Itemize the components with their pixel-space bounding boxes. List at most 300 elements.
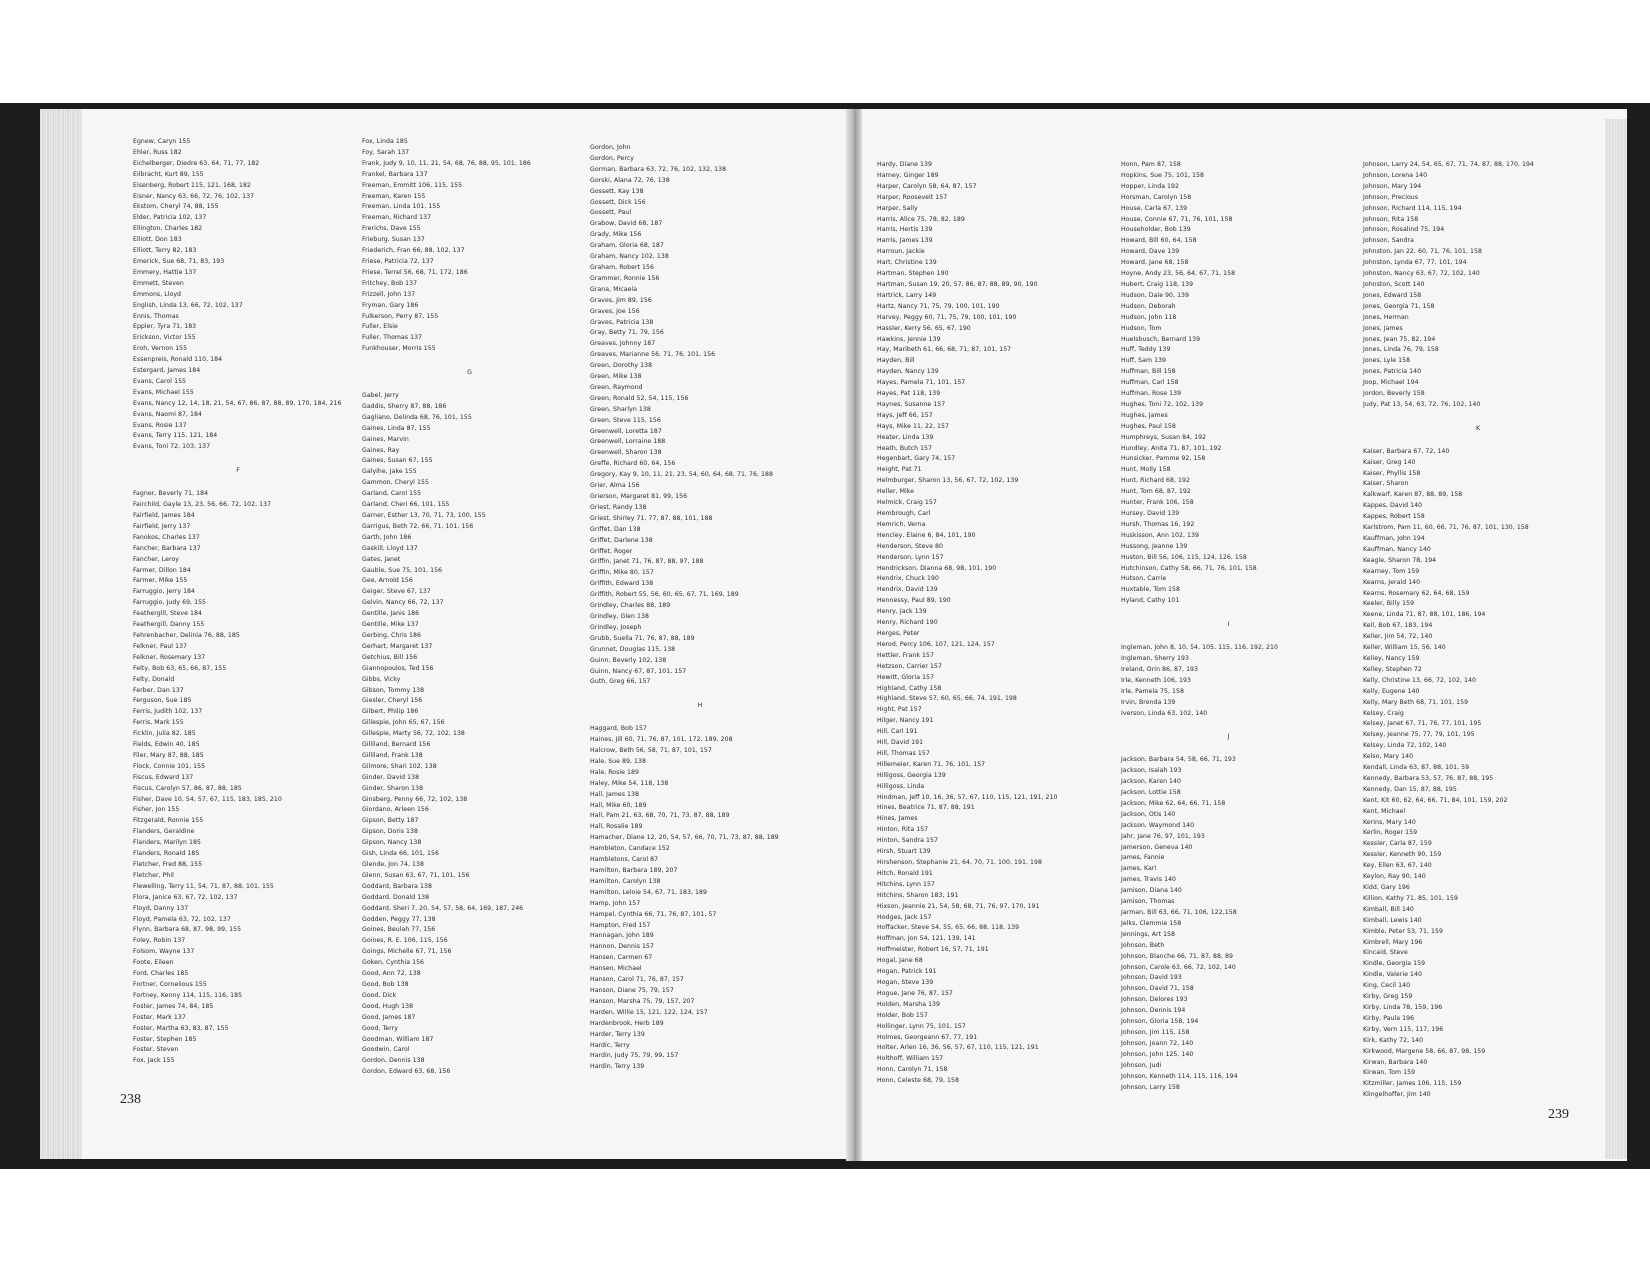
index-entry: Fitzgerald, Ronnie 155 bbox=[133, 817, 204, 825]
index-entry: Foley, Robin 137 bbox=[133, 937, 186, 945]
index-entry: Jackson, Barbara 54, 58, 66, 71, 193 bbox=[1121, 756, 1236, 764]
index-entry: Garland, Cheri 66, 101, 155 bbox=[362, 501, 450, 509]
index-entry: Hayes, Pamela 71, 101, 157 bbox=[877, 379, 966, 387]
index-entry: Hodges, Jack 157 bbox=[877, 913, 932, 921]
index-entry: Harper, Carolyn 58, 64, 87, 157 bbox=[877, 182, 977, 190]
index-entry: Filer, Mary 87, 88, 185 bbox=[133, 751, 204, 759]
index-entry: Hamp, John 157 bbox=[590, 899, 641, 907]
index-entry: Hughes, Toni 72, 102, 139 bbox=[1121, 400, 1204, 408]
index-entry: Keller, Jim 54, 72, 140 bbox=[1363, 633, 1433, 641]
index-entry: Kindle, Georgia 159 bbox=[1363, 960, 1426, 968]
index-entry: Iverson, Linda 63, 102, 140 bbox=[1121, 709, 1208, 717]
index-entry: Kent, Kit 60, 62, 64, 66, 71, 84, 101, 159, 202 bbox=[1363, 796, 1508, 804]
index-entry: Irle, Kenneth 106, 193 bbox=[1121, 676, 1192, 684]
index-entry: Johnson, Judi bbox=[1121, 1061, 1162, 1069]
index-entry: Judy, Pat 13, 54, 63, 72, 76, 102, 140 bbox=[1363, 400, 1481, 408]
index-entry: Kelly, Eugene 140 bbox=[1363, 687, 1420, 695]
index-entry: Humphreys, Susan 84, 192 bbox=[1121, 433, 1207, 441]
index-entry: Good, Bob 138 bbox=[362, 980, 409, 988]
index-entry: Henry, Jack 139 bbox=[877, 608, 927, 616]
index-entry: Ginsberg, Penny 66, 72, 102, 138 bbox=[362, 795, 468, 803]
index-entry: Hays, Jeff 66, 157 bbox=[877, 411, 933, 419]
index-entry: Funkhouser, Morris 155 bbox=[362, 345, 436, 353]
index-entry: Hill, Thomas 157 bbox=[877, 749, 930, 757]
index-entry: Hambletons, Carol 87 bbox=[590, 856, 659, 864]
index-entry: Fagner, Beverly 71, 184 bbox=[133, 490, 209, 498]
index-entry: Johnson, Lorena 140 bbox=[1363, 171, 1428, 179]
index-entry: Hall, Rosalie 189 bbox=[590, 823, 643, 831]
index-entry: Kaiser, Phyllis 158 bbox=[1363, 469, 1421, 477]
index-entry: Hamacher, Diane 12, 20, 54, 57, 66, 70, 71, 73, 87, 88, 189 bbox=[590, 834, 779, 842]
index-entry: Huston, Bill 56, 106, 115, 124, 126, 158 bbox=[1121, 553, 1247, 561]
index-entry: Kirby, Paula 196 bbox=[1363, 1014, 1415, 1022]
section-letter: K bbox=[1475, 424, 1481, 432]
index-entry: Joop, Michael 194 bbox=[1363, 379, 1419, 387]
index-entry: Huelsbusch, Bernard 139 bbox=[1121, 335, 1201, 343]
index-entry: Frank, Judy 9, 10, 11, 21, 54, 68, 76, 88, 95, 101, 186 bbox=[362, 159, 531, 167]
index-entry: Hogue, Jane 76, 87, 157 bbox=[877, 989, 953, 997]
index-entry: Johnston, Nancy 63, 67, 72, 102, 140 bbox=[1363, 270, 1480, 278]
index-entry: Johnson, Dennis 194 bbox=[1121, 1007, 1186, 1015]
index-entry: Goodman, William 187 bbox=[362, 1035, 434, 1043]
index-entry: Harder, Terry 139 bbox=[590, 1030, 645, 1038]
index-entry: Hendrix, Chuck 190 bbox=[877, 575, 939, 583]
index-entry: Hamilton, Barbara 189, 207 bbox=[590, 867, 678, 874]
index-entry: Hogan, Patrick 191 bbox=[877, 968, 937, 976]
index-entry: Flynn, Barbara 68, 87, 98, 99, 155 bbox=[133, 926, 242, 934]
index-entry: Frieburg, Susan 137 bbox=[362, 236, 425, 244]
index-entry: Hopper, Linda 192 bbox=[1121, 182, 1180, 190]
index-entry: Farruggio, Jerry 184 bbox=[133, 588, 196, 596]
index-entry: Green, Raymond bbox=[590, 383, 643, 391]
section-letter: H bbox=[697, 702, 703, 710]
index-entry: Hunter, Frank 106, 158 bbox=[1121, 499, 1194, 507]
index-entry: Kirkwood, Margene 58, 66, 87, 98, 159 bbox=[1363, 1047, 1486, 1055]
index-entry: Gish, Linda 66, 101, 156 bbox=[362, 850, 439, 858]
index-entry: Griffet, Dan 138 bbox=[590, 525, 641, 533]
index-entry: Fanokos, Charles 137 bbox=[133, 533, 200, 541]
index-entry: Jennings, Art 158 bbox=[1121, 930, 1176, 938]
index-entry: Hartman, Stephen 190 bbox=[877, 270, 949, 278]
index-entry: Fuller, Elsie bbox=[362, 323, 398, 331]
index-entry: Henderson, Lynn 157 bbox=[877, 553, 944, 561]
index-entry: Gilbert, Philip 186 bbox=[362, 708, 419, 716]
index-entry: Giannopoulos, Ted 156 bbox=[362, 664, 434, 672]
index-entry: Kirby, Linda 78, 159, 196 bbox=[1363, 1003, 1443, 1011]
index-entry: Gipson, Betty 187 bbox=[362, 817, 419, 825]
index-entry: Garner, Esther 13, 70, 71, 73, 100, 155 bbox=[362, 512, 486, 519]
index-entry: Grindley, Glen 138 bbox=[590, 612, 649, 620]
index-entry: Fortney, Kenny 114, 115, 116, 185 bbox=[133, 991, 243, 999]
index-entry: Griffin, Janet 71, 76, 87, 88, 97, 188 bbox=[590, 558, 704, 566]
index-entry: Hay, Maribeth 61, 66, 68, 71, 87, 101, 157 bbox=[877, 346, 1012, 354]
index-entry: Hundley, Anita 71, 87, 101, 192 bbox=[1121, 444, 1222, 452]
book-gutter bbox=[846, 109, 862, 1161]
index-column-6 bbox=[1363, 160, 1593, 1101]
index-entry: Grubb, Suella 71, 76, 87, 88, 189 bbox=[590, 634, 695, 642]
index-entry: Gordon, Percy bbox=[590, 154, 635, 162]
index-entry: English, Linda 13, 66, 72, 102, 137 bbox=[133, 301, 243, 309]
index-entry: Henry, Richard 190 bbox=[877, 619, 938, 627]
page-number-right: 239 bbox=[1548, 1107, 1569, 1122]
index-entry: Jackson, Waymond 140 bbox=[1121, 821, 1195, 829]
index-entry: Getchius, Bill 156 bbox=[362, 653, 418, 661]
index-entry: Kimbrell, Mary 196 bbox=[1363, 938, 1423, 946]
index-entry: Jones, Linda 76, 79, 158 bbox=[1363, 346, 1439, 354]
index-entry: Ennis, Thomas bbox=[133, 312, 179, 320]
index-entry: Fritchey, Bob 137 bbox=[362, 279, 418, 287]
index-entry: Ingleman, John 8, 10, 54, 105, 115, 116, 192, 210 bbox=[1121, 644, 1279, 652]
index-entry: Emmons, Lloyd bbox=[133, 290, 182, 298]
index-entry: Kauffman, John 194 bbox=[1363, 535, 1425, 542]
index-entry: Jones, Edward 158 bbox=[1363, 291, 1422, 299]
index-entry: Harris, Hertis 139 bbox=[877, 226, 933, 234]
index-entry: Kirwan, Barbara 140 bbox=[1363, 1058, 1428, 1066]
index-entry: Jarman, Bill 63, 66, 71, 106, 122,158 bbox=[1121, 909, 1237, 916]
index-entry: Griest, Shirley 71, 77, 87, 88, 101, 188 bbox=[590, 514, 713, 522]
index-entry: Holden, Marsha 139 bbox=[877, 1000, 941, 1008]
index-entry: Farmer, Mike 155 bbox=[133, 577, 188, 585]
index-entry: Giordano, Arleen 156 bbox=[362, 806, 429, 814]
index-entry: Griffith, Robert 55, 56, 60, 65, 67, 71, 169, 189 bbox=[590, 591, 739, 599]
index-entry: Haines, Jill 60, 71, 76, 87, 101, 172, 189, 208 bbox=[590, 736, 733, 744]
index-entry: Fairfield, James 184 bbox=[133, 512, 195, 519]
index-column-5 bbox=[1121, 160, 1336, 1093]
index-entry: Frerichs, Dave 155 bbox=[362, 225, 421, 233]
index-entry: Hinton, Rita 157 bbox=[877, 826, 929, 834]
index-entry: Greaves, Marianne 56, 71, 76, 101, 156 bbox=[590, 351, 716, 359]
index-entry: Hartman, Susan 19, 20, 57, 86, 87, 88, 89, 90, 190 bbox=[877, 280, 1038, 288]
index-entry: Ginder, Sharon 138 bbox=[362, 784, 424, 792]
index-entry: Hansen, Carmen 67 bbox=[590, 954, 653, 962]
section-letter: G bbox=[467, 369, 472, 377]
index-entry: Gaddis, Sherry 87, 88, 186 bbox=[362, 402, 447, 410]
index-entry: Hughes, Paul 158 bbox=[1121, 422, 1176, 430]
index-entry: Grindley, Joseph bbox=[590, 623, 642, 631]
index-entry: Hutchinson, Cathy 58, 66, 71, 76, 101, 158 bbox=[1121, 564, 1257, 572]
index-entry: Fuller, Thomas 137 bbox=[362, 334, 423, 342]
index-entry: Hutson, Carrie bbox=[1121, 575, 1167, 583]
index-entry: Freeman, Richard 137 bbox=[362, 214, 432, 222]
index-entry: Grammer, Ronnie 156 bbox=[590, 274, 660, 282]
index-entry: Fisher, Dave 10, 54, 57, 67, 115, 183, 185, 210 bbox=[133, 795, 282, 803]
index-entry: Jackson, Lottie 158 bbox=[1121, 789, 1181, 797]
index-entry: Horsman, Carolyn 158 bbox=[1121, 193, 1192, 201]
index-entry: Hewitt, Gloria 157 bbox=[877, 673, 935, 681]
index-entry: Hannon, Dennis 157 bbox=[590, 943, 654, 951]
index-entry: Herod, Percy 106, 107, 121, 124, 157 bbox=[877, 640, 995, 648]
index-entry: Hogal, Jane 68 bbox=[877, 957, 923, 965]
index-entry: Kerins, Mary 140 bbox=[1363, 818, 1416, 826]
index-entry: Gerhart, Margaret 137 bbox=[362, 642, 433, 650]
index-entry: Holder, Bob 157 bbox=[877, 1011, 928, 1019]
index-entry: Kearns, Jerald 140 bbox=[1363, 578, 1421, 586]
index-entry: Hitch, Ronald 191 bbox=[877, 869, 933, 877]
index-entry: Floyd, Pamela 63, 72, 102, 137 bbox=[133, 915, 231, 923]
index-entry: Ferber, Dan 137 bbox=[133, 686, 184, 694]
index-entry: Kearney, Tom 159 bbox=[1363, 567, 1420, 575]
index-entry: Hoyne, Andy 23, 56, 64, 67, 71, 158 bbox=[1121, 270, 1236, 278]
index-entry: James, Travis 140 bbox=[1121, 876, 1177, 884]
index-entry: Good, Ann 72, 138 bbox=[362, 970, 421, 978]
index-entry: Johnston, Scott 140 bbox=[1363, 280, 1425, 288]
index-entry: Freeman, Linda 101, 155 bbox=[362, 203, 441, 211]
index-entry: Flanders, Marilyn 185 bbox=[133, 839, 201, 847]
index-entry: Guinn, Nancy 67, 87, 101, 157 bbox=[590, 667, 687, 675]
index-entry: Harris, Alice 75, 78, 82, 189 bbox=[877, 215, 965, 223]
index-entry: Johnston, Lynda 67, 77, 101, 194 bbox=[1363, 259, 1467, 267]
index-entry: Gibson, Tommy 138 bbox=[362, 686, 425, 694]
index-entry: Essenpreis, Ronald 110, 184 bbox=[133, 356, 223, 364]
index-entry: Klingelhoffer, Jim 140 bbox=[1363, 1091, 1431, 1099]
index-entry: Kelsey, Jeanne 75, 77, 79, 101, 195 bbox=[1363, 731, 1475, 739]
index-entry: Heath, Butch 157 bbox=[877, 444, 933, 452]
index-entry: Fletcher, Phil bbox=[133, 871, 174, 879]
index-entry: Fletcher, Fred 88, 155 bbox=[133, 861, 203, 868]
index-entry: Gelvin, Nancy 66, 72, 137 bbox=[362, 599, 444, 607]
index-entry: Hubert, Craig 118, 139 bbox=[1121, 280, 1194, 288]
index-entry: Johnson, Rosalind 75, 194 bbox=[1363, 226, 1445, 234]
index-entry: Kell, Bob 67, 183, 194 bbox=[1363, 622, 1433, 630]
index-entry: Grabow, David 68, 187 bbox=[590, 220, 663, 228]
index-entry: Eichelberger, Diedre 63, 64, 71, 77, 182 bbox=[133, 159, 260, 167]
index-entry: Felkner, Rosemary 137 bbox=[133, 653, 206, 661]
index-entry: Gilliland, Bernard 156 bbox=[362, 741, 431, 749]
index-entry: Johnson, Delores 193 bbox=[1121, 996, 1188, 1004]
index-entry: Hight, Pat 157 bbox=[877, 706, 922, 714]
index-entry: Grierson, Margaret 81, 99, 156 bbox=[590, 493, 688, 500]
index-entry: Hayden, Bill bbox=[877, 357, 915, 365]
index-entry: Kelley, Stephen 72 bbox=[1363, 665, 1422, 673]
index-entry: Emmery, Hattie 137 bbox=[133, 268, 197, 276]
index-entry: Evans, Toni 72, 103, 137 bbox=[133, 443, 211, 451]
index-entry: Foster, Stephen 185 bbox=[133, 1035, 197, 1043]
index-entry: Greenwell, Sharon 138 bbox=[590, 449, 662, 457]
index-entry: Johnson, Gloria 158, 194 bbox=[1121, 1018, 1199, 1026]
index-entry: Honn, Carolyn 71, 158 bbox=[877, 1066, 948, 1074]
index-entry: Grindley, Charles 88, 189 bbox=[590, 602, 671, 610]
index-entry: Hampel, Cynthia 66, 71, 76, 87, 101, 57 bbox=[590, 910, 717, 918]
index-entry: Ingleman, Sherry 193 bbox=[1121, 654, 1189, 662]
index-column-1 bbox=[133, 137, 343, 1067]
index-entry: Johnson, John 125, 140 bbox=[1121, 1050, 1194, 1058]
index-entry: Hines, Beatrice 71, 87, 88, 191 bbox=[877, 804, 975, 812]
index-entry: Haley, Mike 54, 118, 138 bbox=[590, 779, 669, 787]
index-entry: Hopkins, Sue 75, 101, 158 bbox=[1121, 171, 1204, 179]
index-entry: Kelly, Christine 13, 66, 72, 102, 140 bbox=[1363, 676, 1476, 684]
index-entry: Hitchins, Lynn 157 bbox=[877, 880, 935, 888]
index-entry: Hardin, Judy 75, 79, 99, 157 bbox=[590, 1052, 679, 1060]
index-entry: Killion, Kathy 71, 85, 101, 159 bbox=[1363, 894, 1459, 902]
index-entry: Griffin, Mike 80, 157 bbox=[590, 569, 654, 577]
index-entry: Folsom, Wayne 137 bbox=[133, 948, 195, 956]
index-entry: Graves, Patricia 138 bbox=[590, 318, 654, 326]
index-entry: Gagliano, Delinda 68, 76, 101, 155 bbox=[362, 413, 472, 421]
index-entry: Kirwan, Tom 159 bbox=[1363, 1069, 1416, 1077]
index-entry: Gaines, Ray bbox=[362, 446, 400, 454]
index-entry: Guinn, Beverly 102, 138 bbox=[590, 656, 667, 664]
index-entry: Goken, Cynthia 156 bbox=[362, 959, 425, 967]
index-entry: James, Fannie bbox=[1121, 854, 1165, 862]
index-entry: Hillemeier, Karen 71, 76, 101, 157 bbox=[877, 760, 986, 768]
index-entry: Grunnet, Douglas 115, 138 bbox=[590, 645, 676, 653]
index-entry: Evans, Rosie 137 bbox=[133, 421, 187, 429]
index-entry: Gorski, Alana 72, 76, 138 bbox=[590, 176, 670, 184]
index-entry: Kelsey, Craig bbox=[1363, 709, 1404, 717]
index-entry: Griffith, Edward 138 bbox=[590, 580, 654, 588]
index-entry: Johnson, Joann 72, 140 bbox=[1121, 1039, 1194, 1047]
index-entry: Felkner, Paul 137 bbox=[133, 642, 188, 650]
index-entry: Gentille, Mike 137 bbox=[362, 621, 419, 629]
index-entry: Gilmore, Shari 102, 138 bbox=[362, 762, 437, 770]
index-entry: Gabel, Jerry bbox=[362, 392, 399, 400]
index-entry: Griffet, Roger bbox=[590, 547, 633, 555]
index-entry: Fairfield, Jerry 137 bbox=[133, 522, 191, 530]
index-entry: Jahr, Jane 76, 97, 101, 193 bbox=[1121, 832, 1205, 840]
index-entry: Ekstom, Cheryl 74, 88, 155 bbox=[133, 203, 219, 211]
index-entry: Gillespie, John 65, 67, 156 bbox=[362, 719, 445, 727]
index-entry: Hannagan, John 189 bbox=[590, 932, 654, 940]
index-entry: Kaiser, Greg 140 bbox=[1363, 458, 1416, 466]
index-entry: Goddard, Barbara 138 bbox=[362, 882, 432, 890]
index-entry: Johnson, Richard 114, 115, 194 bbox=[1363, 204, 1462, 212]
index-entry: Harris, James 139 bbox=[877, 237, 933, 245]
index-entry: Gaines, Linda 87, 155 bbox=[362, 424, 431, 432]
index-entry: Hardic, Terry bbox=[590, 1041, 630, 1049]
index-entry: Eisenberg, Robert 115, 121, 168, 182 bbox=[133, 181, 251, 189]
index-entry: Helmick, Craig 157 bbox=[877, 499, 937, 507]
index-entry: Green, Sharlyn 138 bbox=[590, 405, 651, 413]
index-entry: Jones, James bbox=[1363, 324, 1403, 332]
index-entry: Good, Terry bbox=[362, 1024, 398, 1032]
index-entry: Johnson, Jim 115, 158 bbox=[1121, 1028, 1190, 1036]
page-edges-right bbox=[1605, 119, 1627, 1159]
index-entry: Huff, Sam 139 bbox=[1121, 357, 1167, 365]
index-entry: Freeman, Karen 155 bbox=[362, 192, 426, 200]
index-entry: Honn, Celeste 68, 79, 158 bbox=[877, 1077, 959, 1085]
index-entry: Howard, Jane 68, 158 bbox=[1121, 259, 1189, 267]
index-entry: Hunt, Molly 158 bbox=[1121, 466, 1171, 474]
index-entry: Huffman, Carl 158 bbox=[1121, 379, 1179, 387]
index-entry: Flanders, Geraldine bbox=[133, 828, 195, 836]
index-entry: Hendrickson, Dianna 68, 98, 101, 190 bbox=[877, 564, 997, 572]
index-entry: Hays, Mike 11, 22, 157 bbox=[877, 422, 949, 430]
index-entry: Kimball, Bill 140 bbox=[1363, 905, 1414, 913]
index-entry: Evans, Carol 155 bbox=[133, 377, 187, 385]
index-entry: Kelsey, Janet 67, 71, 76, 77, 101, 195 bbox=[1363, 720, 1482, 728]
index-entry: Hoffmeister, Robert 16, 57, 71, 191 bbox=[877, 946, 989, 954]
index-entry: Keagle, Sharon 78, 194 bbox=[1363, 556, 1437, 564]
index-entry: Harvey, Peggy 60, 71, 75, 79, 100, 101, 190 bbox=[877, 313, 1017, 321]
index-entry: Flewelling, Terry 11, 54, 71, 87, 88, 101, 155 bbox=[133, 882, 274, 890]
index-entry: Hembrough, Carl bbox=[877, 510, 931, 517]
index-entry: Good, Dick bbox=[362, 991, 397, 999]
index-entry: Goines, Beulah 77, 156 bbox=[362, 926, 436, 934]
index-entry: Galyihe, Jake 155 bbox=[362, 468, 417, 476]
index-entry: Farmer, Dillon 184 bbox=[133, 566, 191, 574]
index-entry: Gordon, Dennis 138 bbox=[362, 1057, 425, 1065]
index-entry: Hudson, Tom bbox=[1121, 324, 1162, 332]
index-entry: Ford, Charles 185 bbox=[133, 970, 189, 978]
index-entry: Heater, Linda 139 bbox=[877, 433, 934, 441]
index-entry: Hartrick, Larry 149 bbox=[877, 291, 937, 299]
index-entry: Foster, Martha 63, 83, 87, 155 bbox=[133, 1024, 229, 1032]
index-entry: Ferguson, Sue 185 bbox=[133, 697, 192, 705]
index-entry: Huxtable, Tom 158 bbox=[1121, 586, 1181, 594]
index-entry: Elliott, Don 183 bbox=[133, 236, 182, 244]
index-entry: Gossett, Paul bbox=[590, 209, 632, 217]
index-entry: Jamison, Thomas bbox=[1121, 898, 1175, 906]
index-entry: Eroh, Vernon 155 bbox=[133, 345, 188, 353]
index-entry: Gray, Betty 71, 79, 156 bbox=[590, 329, 664, 337]
index-entry: Householder, Bob 139 bbox=[1121, 226, 1191, 234]
index-entry: Fox, Jack 155 bbox=[133, 1057, 175, 1065]
index-entry: Gentille, Janis 186 bbox=[362, 610, 420, 618]
index-entry: Kent, Michael bbox=[1363, 807, 1406, 815]
index-entry: Harney, Ginger 189 bbox=[877, 171, 939, 179]
index-entry: Honn, Pam 87, 158 bbox=[1121, 161, 1181, 168]
index-entry: Johnson, Sandra bbox=[1363, 237, 1414, 245]
index-entry: Kirk, Kathy 72, 140 bbox=[1363, 1036, 1424, 1044]
index-entry: Glenn, Susan 63, 67, 71, 101, 156 bbox=[362, 871, 470, 879]
index-entry: Ferris, Judith 102, 137 bbox=[133, 708, 203, 716]
index-entry: Feathergill, Danny 155 bbox=[133, 621, 205, 629]
index-column-3 bbox=[590, 143, 810, 1073]
index-entry: Ellington, Charles 182 bbox=[133, 225, 203, 233]
index-entry: House, Carla 67, 139 bbox=[1121, 204, 1188, 212]
index-entry: Harper, Roosevelt 157 bbox=[877, 193, 948, 201]
index-entry: Hirshenson, Stephanie 21, 64, 70, 71, 100, 191, 198 bbox=[877, 859, 1042, 866]
index-entry: Gerbing, Chris 186 bbox=[362, 631, 421, 639]
index-entry: Estergard, James 184 bbox=[133, 367, 201, 375]
index-entry: Gaskill, Lloyd 137 bbox=[362, 544, 418, 552]
index-entry: Hansen, Michael bbox=[590, 965, 642, 973]
index-entry: Irvin, Brenda 139 bbox=[1121, 698, 1176, 706]
index-entry: Evans, Michael 155 bbox=[133, 388, 194, 396]
index-entry: Kimble, Peter 53, 71, 159 bbox=[1363, 927, 1443, 935]
index-entry: Johnson, Beth bbox=[1121, 941, 1165, 949]
index-entry: Eppler, Tyra 71, 183 bbox=[133, 323, 197, 331]
index-entry: Kincaid, Steve bbox=[1363, 949, 1408, 957]
index-entry: Eilbracht, Kurt 89, 155 bbox=[133, 170, 204, 178]
index-entry: Flock, Connie 101, 155 bbox=[133, 762, 206, 770]
index-entry: Hendrix, David 139 bbox=[877, 586, 938, 594]
index-entry: Helmburger, Sharon 13, 56, 67, 72, 102, 139 bbox=[877, 477, 1019, 485]
index-entry: Ginder, David 138 bbox=[362, 773, 420, 781]
index-entry: Frankel, Barbara 137 bbox=[362, 170, 428, 178]
index-entry: Emerick, Sue 68, 71, 83, 193 bbox=[133, 257, 225, 265]
index-entry: Garland, Carol 155 bbox=[362, 490, 422, 498]
index-entry: Johnson, Blanche 66, 71, 87, 88, 89 bbox=[1121, 952, 1233, 960]
index-entry: Gaines, Marvin bbox=[362, 435, 409, 443]
index-entry: Friese, Patricia 72, 137 bbox=[362, 257, 434, 265]
index-entry: Kappes, David 140 bbox=[1363, 502, 1423, 510]
index-entry: Elder, Patricia 102, 137 bbox=[133, 214, 207, 222]
index-entry: Huffman, Bill 158 bbox=[1121, 368, 1176, 376]
index-entry: Hirsh, Stuart 139 bbox=[877, 848, 931, 856]
index-entry: Ehler, Russ 182 bbox=[133, 148, 182, 156]
index-entry: Evans, Naomi 87, 184 bbox=[133, 410, 202, 418]
index-entry: Fisher, Jon 155 bbox=[133, 806, 180, 814]
index-entry: Hussong, Jeanne 139 bbox=[1121, 542, 1188, 550]
index-entry: Hale, Rosie 189 bbox=[590, 768, 639, 776]
index-entry: Hampton, Fred 157 bbox=[590, 921, 651, 929]
index-entry: Hamilton, Carolyn 138 bbox=[590, 877, 661, 885]
index-entry: Gammon, Cheryl 155 bbox=[362, 479, 429, 487]
index-entry: Jones, Patricia 140 bbox=[1363, 368, 1422, 376]
page-edges-left bbox=[40, 109, 82, 1159]
index-entry: Guth, Greg 66, 157 bbox=[590, 678, 651, 686]
